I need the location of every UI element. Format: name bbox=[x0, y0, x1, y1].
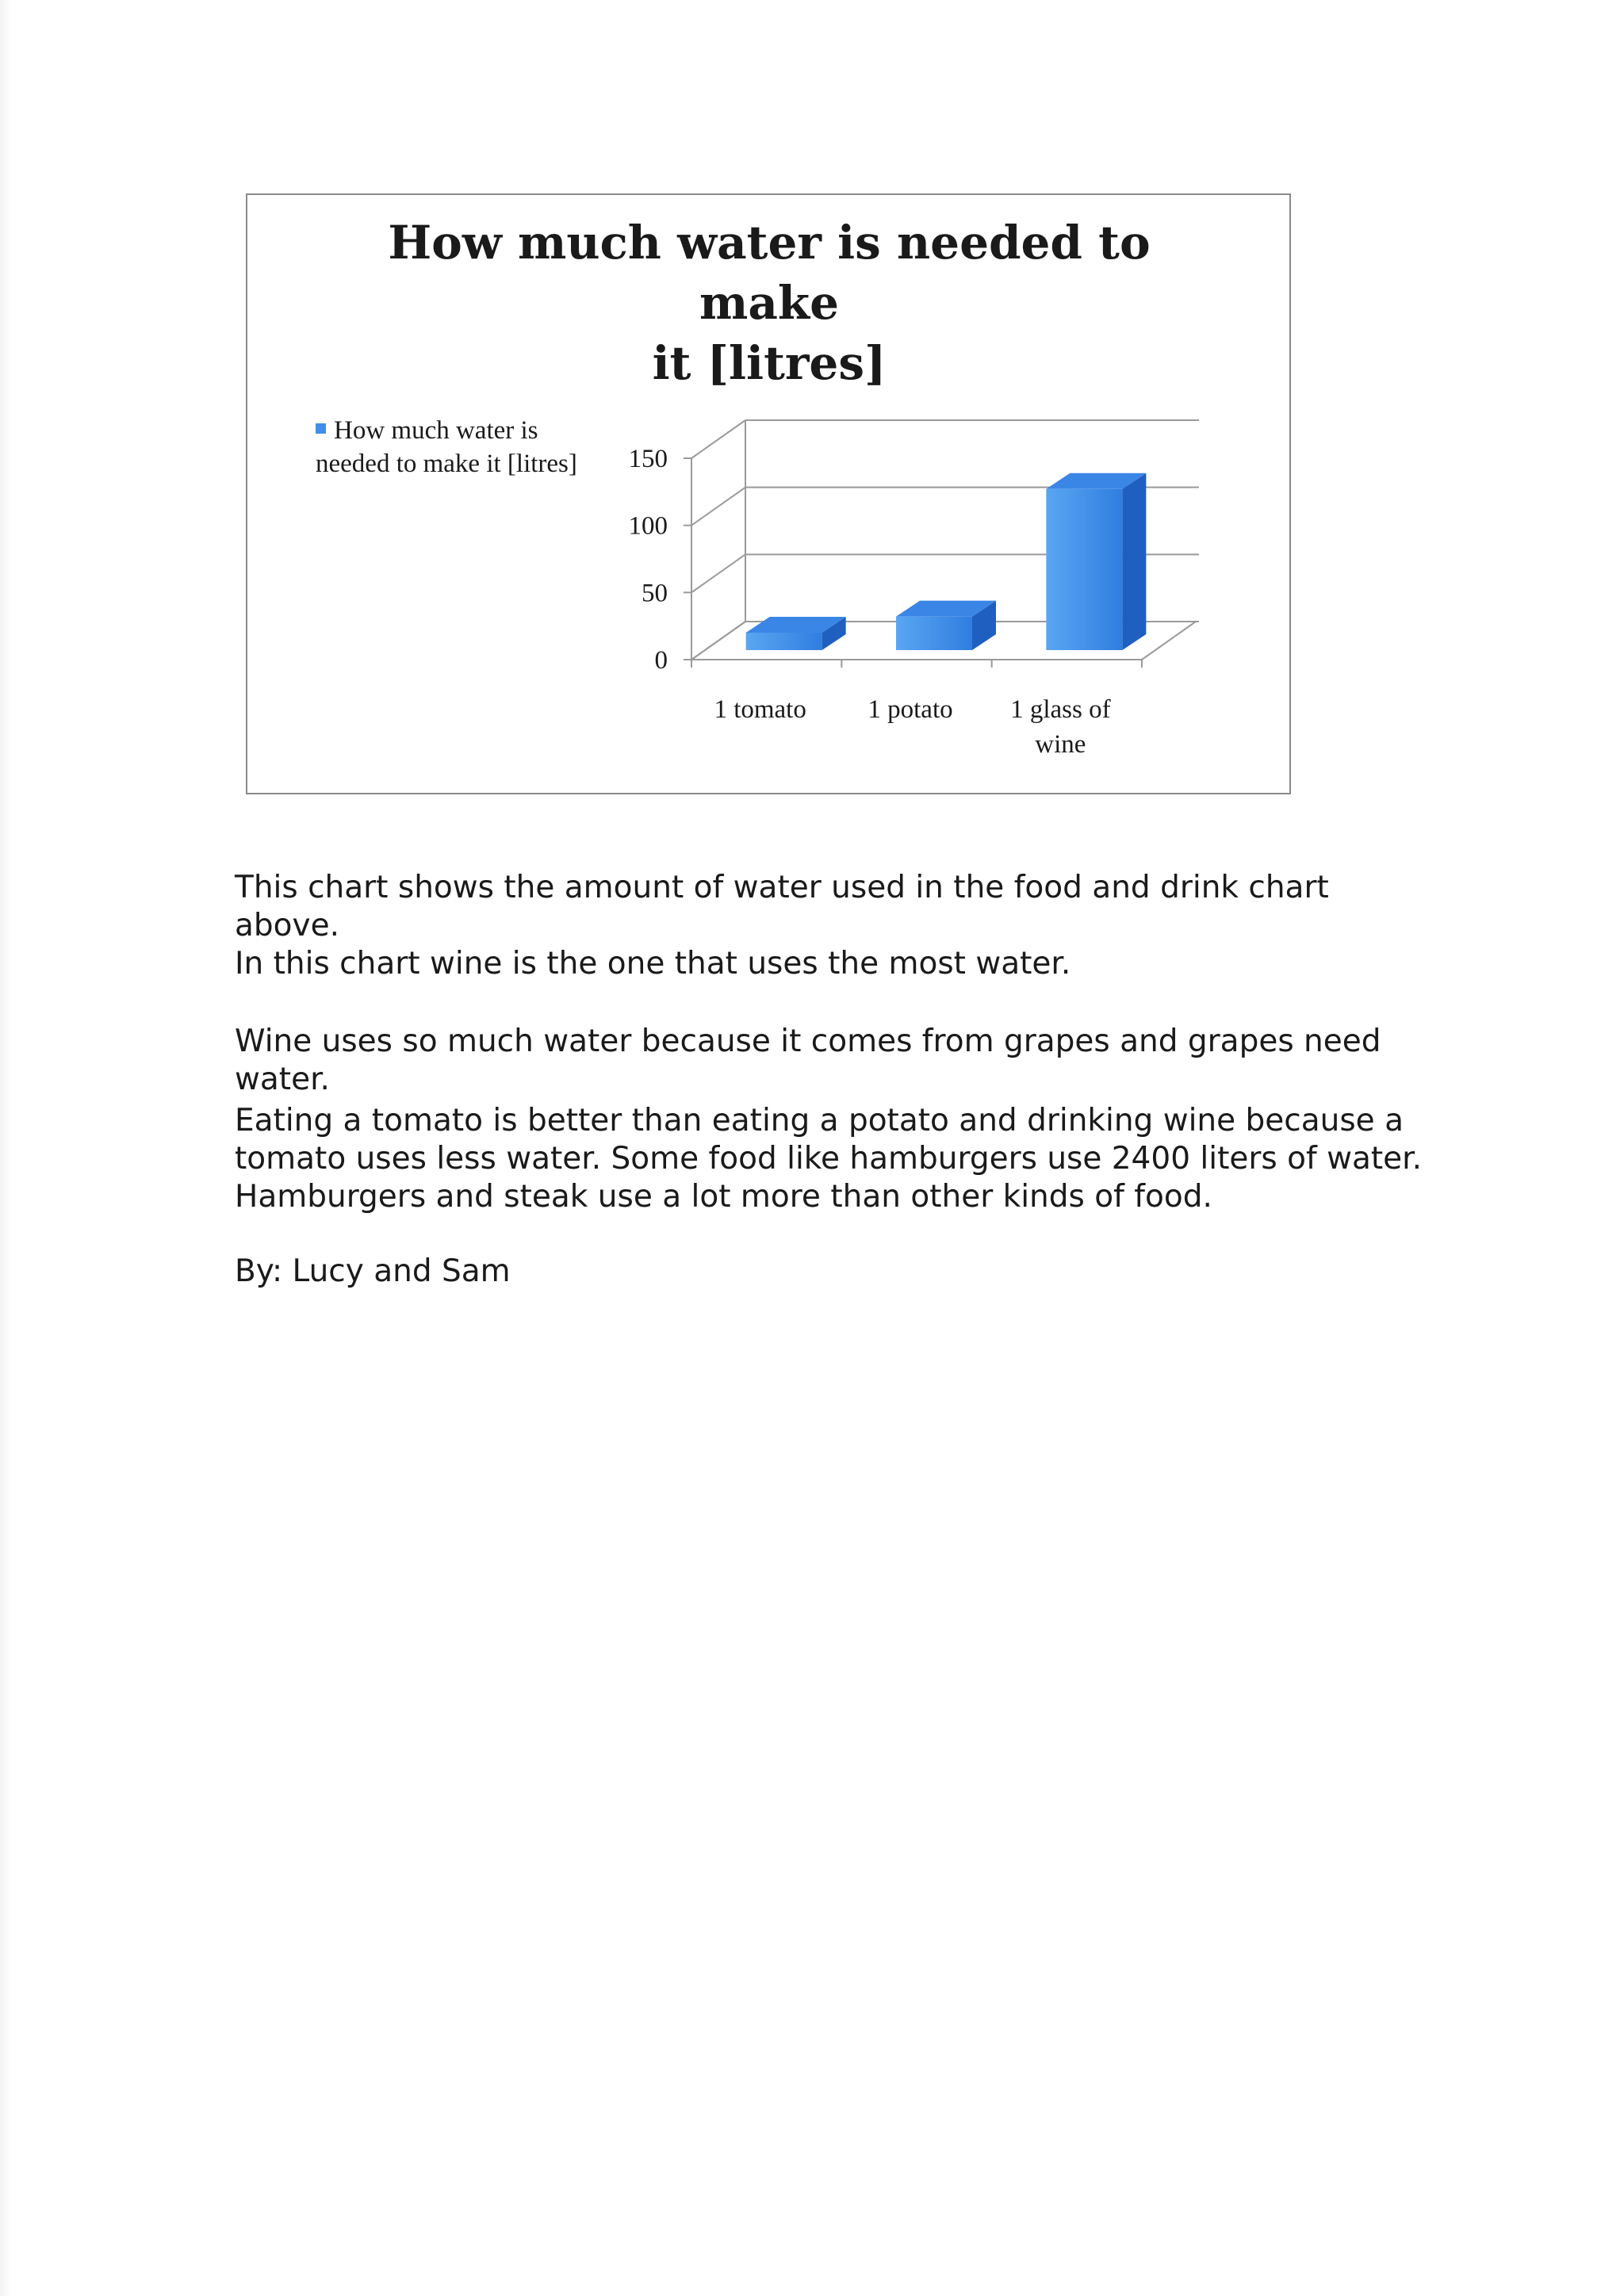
paragraph-5: By: Lucy and Sam bbox=[235, 1253, 511, 1289]
paragraph-1: This chart shows the amount of water used in the food and drink chart above. bbox=[235, 870, 1329, 943]
paragraph-4: Eating a tomato is better than eating a potato and drinking wine because a tomato uses less water. Some food like hamburgers use 2400 liters of water. Hamburgers and steak use a lot more than other kinds of food. bbox=[235, 1103, 1423, 1215]
paragraph-2: In this chart wine is the one that uses the most water. bbox=[235, 946, 1071, 982]
paragraph-3: Wine uses so much water because it comes from grapes and grapes need water. bbox=[235, 1024, 1381, 1097]
page-edge bbox=[0, 0, 11, 2296]
y-tick-label-3: 150 bbox=[628, 445, 668, 473]
x-tick-label-2-0: 1 glass of bbox=[1010, 695, 1111, 724]
x-tick-label-2-1: wine bbox=[1035, 730, 1086, 759]
chart-legend bbox=[316, 414, 649, 480]
chart-title: How much water is needed to make it [litres] bbox=[388, 216, 1151, 390]
legend-swatch bbox=[316, 423, 326, 434]
y-tick-label-0: 0 bbox=[654, 646, 668, 675]
y-tick-label-2: 100 bbox=[628, 511, 668, 541]
x-tick-label-1-0: 1 potato bbox=[868, 695, 953, 724]
legend-label-line-1: How much water is bbox=[334, 416, 538, 445]
x-tick-label-0-0: 1 tomato bbox=[714, 695, 806, 724]
legend-label-line-2: needed to make it [litres] bbox=[316, 450, 577, 478]
y-tick-label-1: 50 bbox=[642, 579, 668, 608]
